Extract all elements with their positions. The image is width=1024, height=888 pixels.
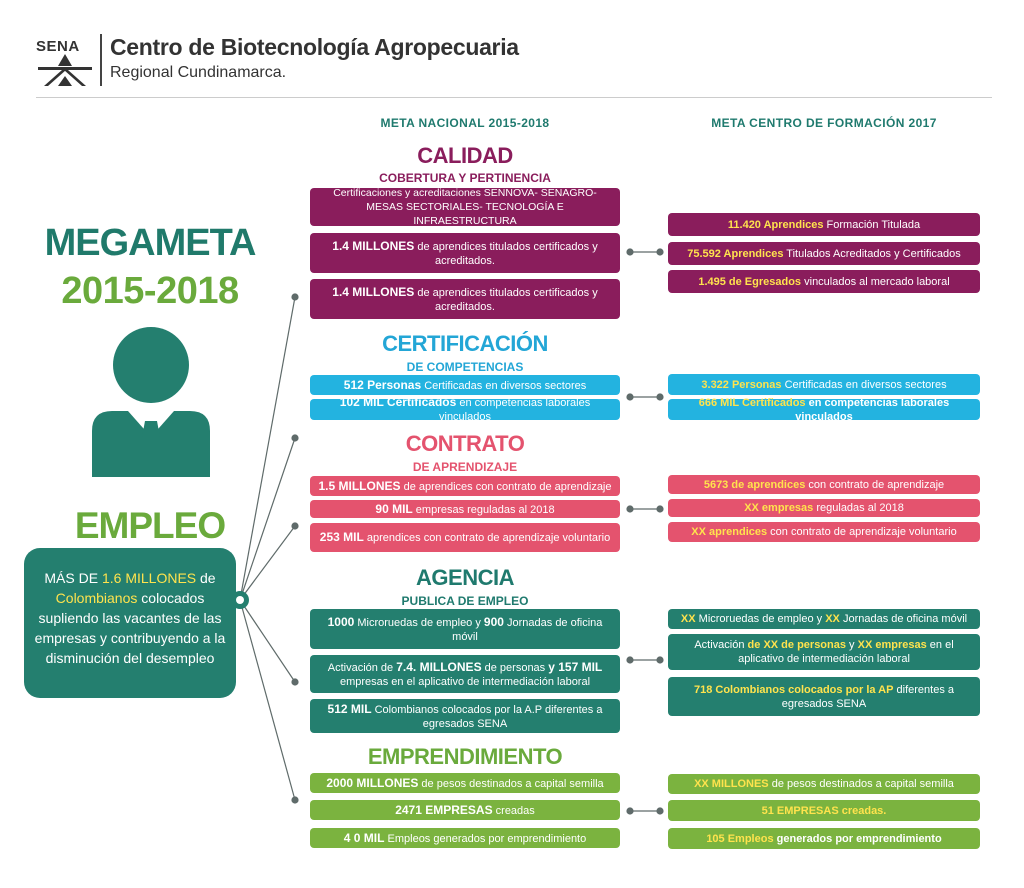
certificacion-nacional-item (310, 375, 620, 395)
certificacion-centro-item (668, 396, 980, 423)
emprendimiento-centro-item: 105 Empleos generados por emprendimiento (668, 828, 980, 849)
emprendimiento-centro-item: XX MILLONES de pesos destinados a capital semilla (668, 774, 980, 794)
calidad-centro-item (668, 270, 980, 293)
item-lead: 5673 de aprendices (703, 478, 806, 491)
item-lead: 253 MIL (319, 530, 364, 544)
connector-emprendimiento (240, 600, 295, 800)
certificacion-centro-item (668, 374, 980, 395)
item-lead: 512 Personas (343, 377, 422, 392)
item-text: reguladas al 2018 (813, 502, 904, 514)
agencia-nacional-item: 512 MIL Colombianos colocados por la A.P diferentes a egresados SENA (310, 699, 620, 733)
item-lead: 102 MIL Certificados (339, 395, 457, 409)
empleo-label: EMPLEO (74, 505, 226, 546)
section-title-contrato: CONTRATO (405, 431, 525, 456)
hub-highlight-millones: 1.6 MILLONES (101, 570, 197, 586)
item-text: de aprendices con contrato de aprendizaje (400, 480, 612, 493)
hub-highlight-colombianos: Colombianos (55, 590, 138, 606)
contrato-nacional-item (310, 523, 620, 552)
emprendimiento-nacional-item: 2471 EMPRESAS creadas (310, 800, 620, 820)
contrato-centro-item (668, 499, 980, 517)
calidad-nacional-text: Certificaciones y acreditaciones SENNOVA- SENAGRO-MESAS SECTORIALES- TECNOLOGÍA E INFRAESTRUCTURA (333, 187, 597, 227)
agencia-centro-item: XX Microruedas de empleo y XX Jornadas de oficina móvil (668, 609, 980, 629)
megameta-title: MEGAMETA (44, 222, 256, 264)
agencia-nacional-item: Activación de 7.4. MILLONES de personas y 157 MIL empresas en el aplicativo de intermediación laboral (310, 655, 620, 693)
calidad-centro-item (668, 213, 980, 236)
section-title-emprendimiento: EMPRENDIMIENTO (367, 744, 563, 769)
item-text: de aprendices titulados certificados y acreditados. (414, 286, 598, 313)
item-lead: 11.420 Aprendices (727, 218, 824, 231)
page-subtitle: Regional Cundinamarca. (110, 64, 287, 81)
logo-text: SENA (36, 38, 80, 55)
megameta-years: 2015-2018 (61, 270, 239, 312)
item-lead: 90 MIL (375, 501, 413, 516)
item-text: con contrato de aprendizaje voluntario (767, 526, 957, 538)
hub-text-1: MÁS DE (44, 570, 102, 586)
connector-contrato (240, 526, 295, 600)
item-lead: 1.4 MILLONES (332, 238, 415, 253)
person-icon (88, 325, 214, 477)
item-text: con contrato de aprendizaje (805, 478, 945, 491)
item-lead: 666 MIL Certificados (698, 396, 806, 409)
hub-text-2: de (196, 570, 216, 586)
contrato-centro-item (668, 522, 980, 542)
item-text: aprendices con contrato de aprendizaje voluntario (363, 532, 611, 544)
item-text: Formación Titulada (823, 218, 921, 231)
item-lead: 3.322 Personas (701, 378, 782, 391)
section-subtitle-agencia: PUBLICA DE EMPLEO (401, 594, 529, 608)
item-text: de aprendices titulados certificados y acreditados. (414, 240, 598, 267)
sena-logo-icon (36, 52, 94, 88)
item-lead: 1.5 MILLONES (318, 478, 401, 493)
agencia-centro-item: 718 Colombianos colocados por la AP diferentes a egresados SENA (668, 677, 980, 716)
item-lead: XX aprendices (691, 526, 768, 538)
section-title-calidad: CALIDAD (417, 143, 513, 168)
certificacion-nacional-item (310, 395, 620, 423)
section-subtitle-contrato: DE APRENDIZAJE (412, 460, 518, 474)
connector-calidad (240, 297, 295, 600)
contrato-centro-item (668, 475, 980, 494)
column-header-centro: META CENTRO DE FORMACIÓN 2017 (711, 116, 937, 130)
contrato-nacional-item (310, 500, 620, 518)
item-lead: 75.592 Aprendices (687, 247, 784, 260)
item-text: empresas reguladas al 2018 (412, 503, 555, 516)
item-text: vinculados al mercado laboral (801, 275, 950, 288)
section-title-certificacion: CERTIFICACIÓN (382, 331, 548, 356)
megameta-summary-box (24, 548, 236, 698)
item-text: en competencias laborales vinculados (795, 396, 950, 423)
item-lead: XX empresas (744, 502, 814, 514)
section-subtitle-calidad: COBERTURA Y PERTINENCIA (379, 171, 551, 185)
hub-text-3: colocados supliendo las vacantes de las empresas y contribuyendo a la disminución del desempleo (34, 590, 226, 666)
emprendimiento-nacional-item: 4 0 MIL Empleos generados por emprendimiento (310, 828, 620, 848)
item-lead: 1.495 de Egresados (698, 275, 802, 288)
calidad-centro-item (668, 242, 980, 265)
connector-agencia (240, 600, 295, 682)
emprendimiento-centro-item: 51 EMPRESAS creadas. (668, 800, 980, 821)
calidad-nacional-item (310, 233, 620, 273)
item-text: Certificadas en diversos sectores (781, 378, 947, 391)
header-separator (100, 34, 102, 86)
item-text: en competencias laborales vinculados (439, 397, 591, 423)
agencia-centro-item: Activación de XX de personas y XX empresas en el aplicativo de intermediación laboral (668, 634, 980, 670)
column-header-nacional: META NACIONAL 2015-2018 (380, 116, 550, 130)
contrato-nacional-item (310, 476, 620, 496)
calidad-nacional-item (310, 188, 620, 226)
item-text: Titulados Acreditados y Certificados (783, 247, 961, 260)
section-title-agencia: AGENCIA (416, 565, 514, 590)
page-title: Centro de Biotecnología Agropecuaria (110, 34, 519, 60)
calidad-nacional-item (310, 279, 620, 319)
emprendimiento-nacional-item: 2000 MILLONES de pesos destinados a capital semilla (310, 773, 620, 793)
agencia-nacional-item: 1000 Microruedas de empleo y 900 Jornadas de oficina móvil (310, 609, 620, 649)
section-subtitle-certificacion: DE COMPETENCIAS (406, 360, 524, 374)
item-text: Certificadas en diversos sectores (421, 379, 587, 392)
header-divider (36, 97, 992, 98)
item-lead: 1.4 MILLONES (332, 284, 415, 299)
connector-certificacion (240, 438, 295, 600)
